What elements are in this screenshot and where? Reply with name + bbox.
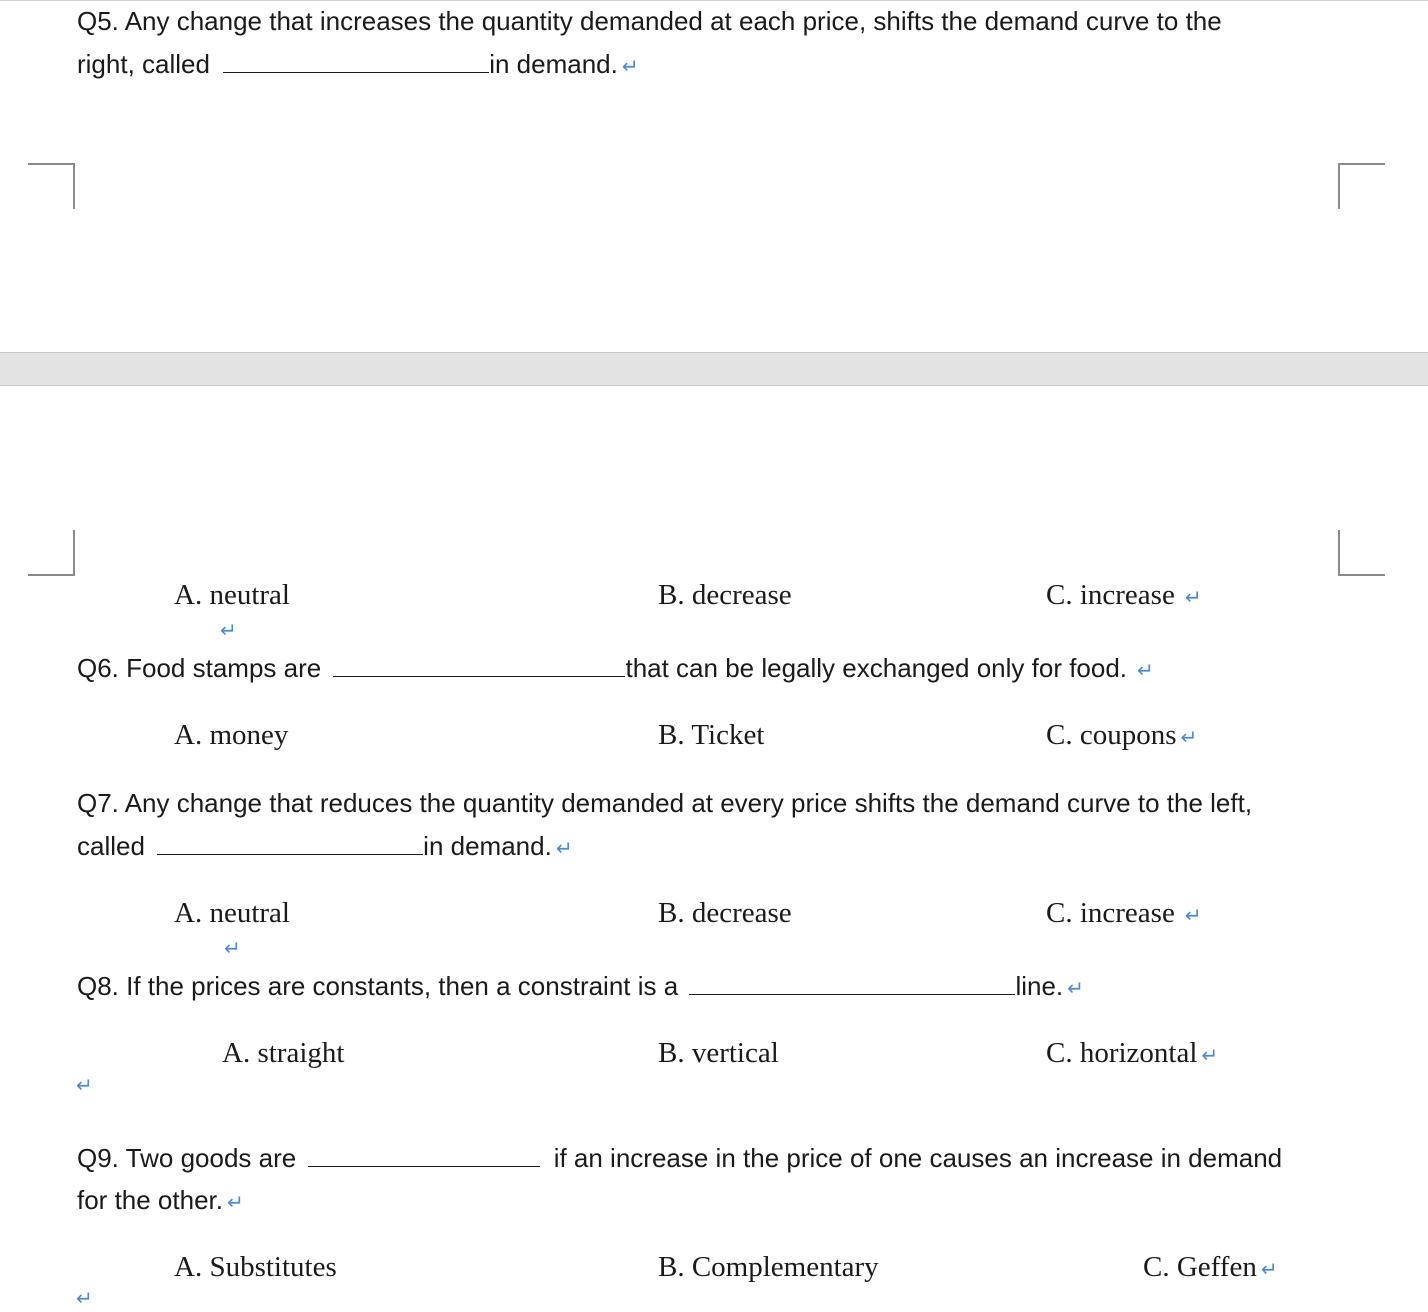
q7-option-c-label: C. increase xyxy=(1046,897,1175,929)
q6-text-before: Q6. Food stamps are xyxy=(77,653,322,683)
paragraph-mark-icon: ↵ xyxy=(1260,1257,1278,1281)
q6-text-after: that can be legally exchanged only for food. xyxy=(625,653,1128,683)
q9-text-after: if an increase in the price of one causes an increase in demand xyxy=(553,1143,1283,1173)
page-corner-bottom-left xyxy=(28,163,75,209)
paragraph-mark-icon: ↵ xyxy=(1201,1043,1219,1067)
page-corner-top-left xyxy=(28,530,75,576)
q6-answer-blank[interactable] xyxy=(333,654,625,677)
paragraph-mark-icon: ↵ xyxy=(76,1073,93,1097)
q6-option-c[interactable] xyxy=(1046,721,1197,750)
q8-option-a[interactable]: A. straight xyxy=(222,1037,345,1069)
q5-option-c[interactable] xyxy=(1046,581,1202,610)
q8-line1 xyxy=(77,972,1084,999)
paragraph-mark-icon: ↵ xyxy=(555,836,573,860)
q8-option-c-label: C. horizontal xyxy=(1046,1037,1198,1069)
q5-answer-blank[interactable] xyxy=(223,50,489,73)
q5-option-c-label: C. increase xyxy=(1046,579,1175,611)
q8-option-c[interactable] xyxy=(1046,1039,1218,1068)
q5-option-b[interactable]: B. decrease xyxy=(658,579,792,611)
paragraph-mark-icon: ↵ xyxy=(621,54,639,78)
q8-text-before: Q8. If the prices are constants, then a constraint is a xyxy=(77,971,679,1001)
q8-text-after: line. xyxy=(1015,971,1064,1001)
q7-option-a[interactable]: A. neutral xyxy=(174,897,290,929)
q6-line1 xyxy=(77,654,1154,681)
q5-line1: Q5. Any change that increases the quantity demanded at each price, shifts the demand curve to the xyxy=(77,6,1222,36)
paragraph-mark-icon: ↵ xyxy=(226,1190,244,1214)
paragraph-mark-icon: ↵ xyxy=(1137,658,1154,682)
q5-text-before: right, called xyxy=(77,49,210,79)
q9-line2 xyxy=(77,1187,244,1213)
paragraph-mark-icon: ↵ xyxy=(220,618,237,642)
q7-text-after: in demand. xyxy=(423,831,552,861)
q7-option-c[interactable] xyxy=(1046,899,1202,928)
page-corner-top-right xyxy=(1338,530,1385,576)
paragraph-mark-icon: ↵ xyxy=(1067,976,1084,1000)
q9-option-a[interactable]: A. Substitutes xyxy=(174,1251,337,1283)
q9-option-c[interactable] xyxy=(1143,1253,1278,1282)
q6-option-a[interactable]: A. money xyxy=(174,719,289,751)
page-corner-bottom-right xyxy=(1338,163,1385,209)
q8-answer-blank[interactable] xyxy=(689,972,1015,995)
q7-option-b[interactable]: B. decrease xyxy=(658,897,792,929)
q7-text-before: called xyxy=(77,831,145,861)
paragraph-mark-icon: ↵ xyxy=(224,936,241,960)
page-gap xyxy=(0,352,1428,386)
q6-option-b[interactable]: B. Ticket xyxy=(658,719,765,751)
q9-option-b[interactable]: B. Complementary xyxy=(658,1251,879,1283)
q7-answer-blank[interactable] xyxy=(157,832,423,855)
q9-line1 xyxy=(77,1144,1282,1171)
paragraph-mark-icon: ↵ xyxy=(1180,725,1198,749)
q9-line2-text: for the other. xyxy=(77,1185,223,1215)
q5-option-a[interactable]: A. neutral xyxy=(174,579,290,611)
q5-text-after: in demand. xyxy=(489,49,618,79)
paragraph-mark-icon: ↵ xyxy=(76,1286,93,1310)
paragraph-mark-icon: ↵ xyxy=(1184,585,1202,609)
q7-line1: Q7. Any change that reduces the quantity demanded at every price shifts the demand curve to the left, xyxy=(77,788,1253,818)
q9-option-c-label: C. Geffen xyxy=(1143,1251,1257,1283)
paragraph-mark-icon: ↵ xyxy=(1184,903,1202,927)
q6-option-c-label: C. coupons xyxy=(1046,719,1177,751)
q9-text-before: Q9. Two goods are xyxy=(77,1143,297,1173)
q7-line2 xyxy=(77,832,573,859)
page-top-edge xyxy=(0,0,1428,1)
q8-option-b[interactable]: B. vertical xyxy=(658,1037,779,1069)
q5-line2 xyxy=(77,50,639,77)
q9-answer-blank[interactable] xyxy=(308,1144,540,1167)
